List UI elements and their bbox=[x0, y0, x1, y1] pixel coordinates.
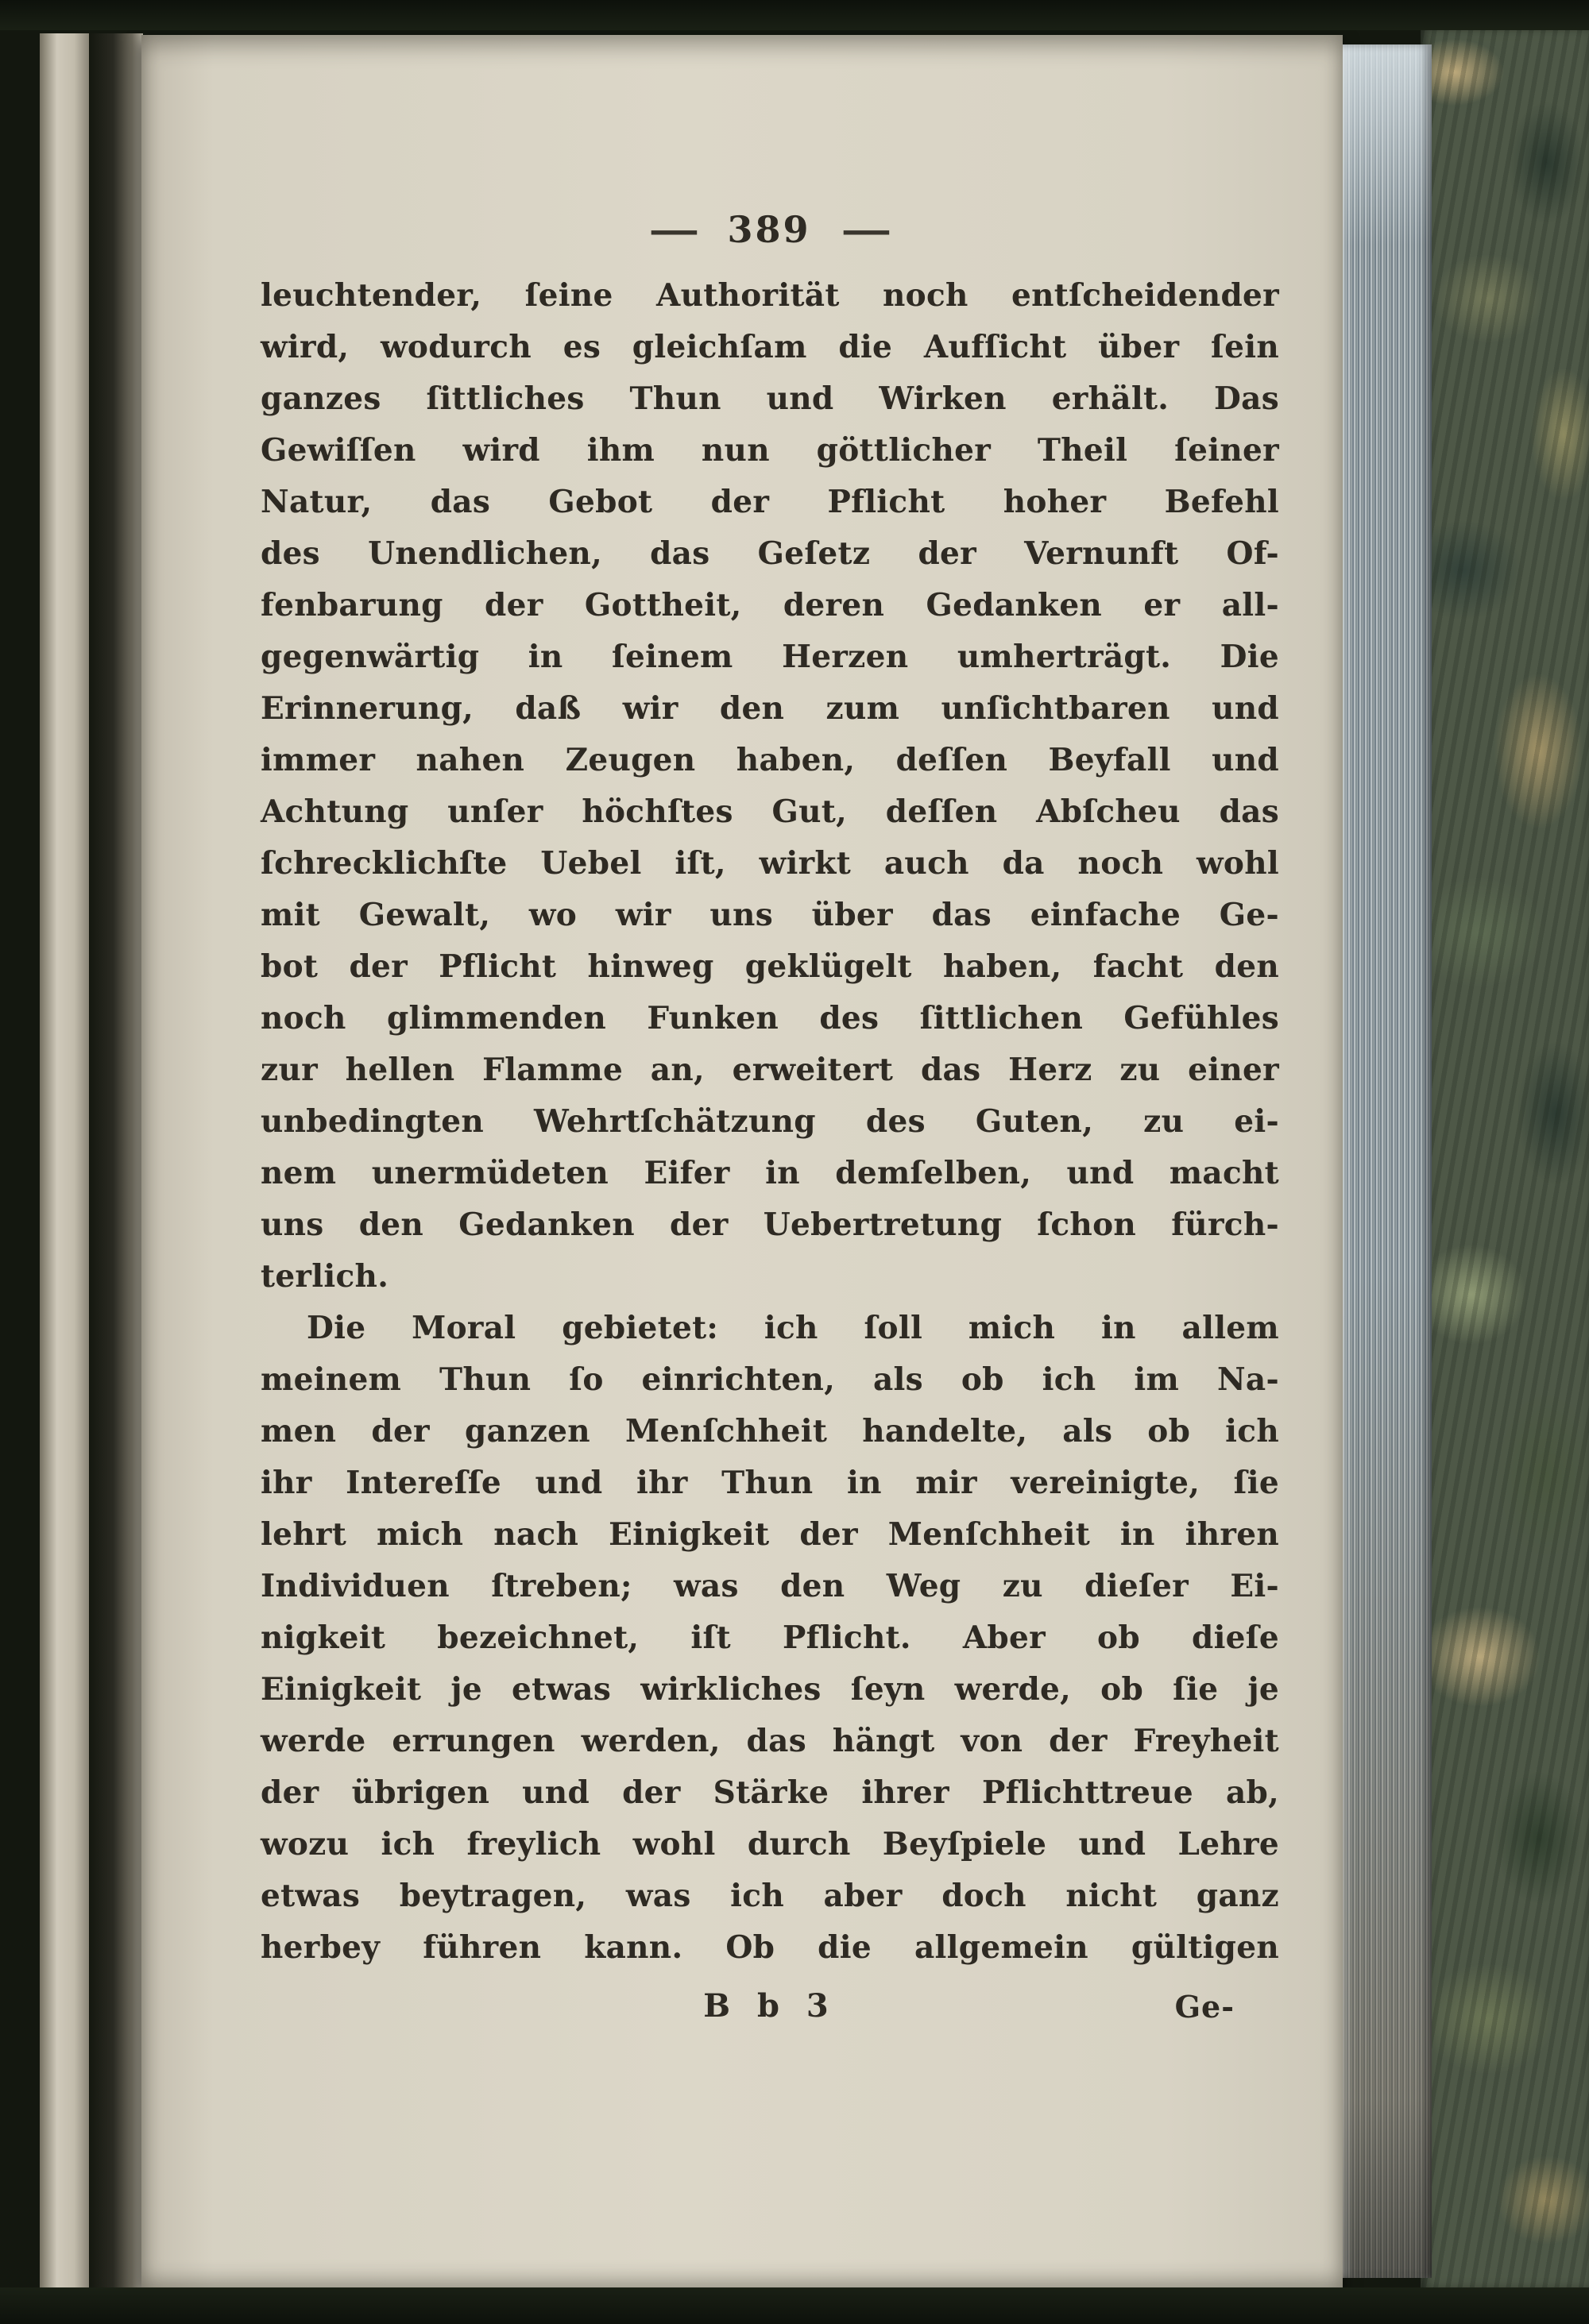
text-line: etwas beytragen, was ich aber doch nicht ganz bbox=[261, 1878, 1279, 1914]
text-line: unbedingten Wehrtſchätzung des Guten, zu ei- bbox=[261, 1103, 1279, 1140]
text-line: wird, wodurch es gleichſam die Aufſicht über ſein bbox=[261, 329, 1279, 365]
text-line: der übrigen und der Stärke ihrer Pflichttreue ab, bbox=[261, 1774, 1279, 1811]
text-line: bot der Pflicht hinweg geklügelt haben, facht den bbox=[261, 948, 1279, 985]
text-line: Individuen ſtreben; was den Weg zu dieſer Ei- bbox=[261, 1568, 1279, 1604]
text-line: uns den Gedanken der Uebertretung ſchon fürch- bbox=[261, 1206, 1279, 1243]
text-line: lehrt mich nach Einigkeit der Menſchheit in ihren bbox=[261, 1516, 1279, 1553]
text-line: Gewiſſen wird ihm nun göttlicher Theil ſeiner bbox=[261, 432, 1279, 469]
text-line: Die Moral gebietet: ich ſoll mich in allem bbox=[307, 1310, 1279, 1346]
text-line: noch glimmenden Funken des ſittlichen Gefühles bbox=[261, 1000, 1279, 1037]
text-line: fenbarung der Gottheit, deren Gedanken er all- bbox=[261, 587, 1279, 623]
text-line: werde errungen werden, das hängt von der Freyheit bbox=[261, 1723, 1279, 1759]
text-line: ſchrecklichſte Uebel iſt, wirkt auch da noch wohl bbox=[261, 845, 1279, 882]
text-line: meinem Thun ſo einrichten, als ob ich im Na- bbox=[261, 1361, 1279, 1398]
signature-mark: B b 3 bbox=[703, 1987, 837, 2025]
page-header bbox=[261, 208, 1278, 251]
cover-board-top bbox=[0, 0, 1589, 30]
text-line: herbey führen kann. Ob die allgemein gültigen bbox=[261, 1929, 1279, 1966]
marbled-fore-edge bbox=[1421, 27, 1589, 2291]
gutter-shadow bbox=[89, 33, 143, 2287]
text-line: des Unendlichen, das Geſetz der Vernunft Of- bbox=[261, 535, 1279, 572]
catchword: Ge- bbox=[1174, 1989, 1235, 2025]
text-line: nem unermüdeten Eifer in demſelben, und macht bbox=[261, 1155, 1279, 1191]
text-line: nigkeit bezeichnet, iſt Pflicht. Aber ob dieſe bbox=[261, 1619, 1279, 1656]
text-line: men der ganzen Menſchheit handelte, als ob ich bbox=[261, 1413, 1279, 1450]
text-line: mit Gewalt, wo wir uns über das einfache Ge- bbox=[261, 897, 1279, 933]
text-line: immer nahen Zeugen haben, deſſen Beyfall und bbox=[261, 742, 1279, 778]
cover-board-bottom bbox=[0, 2287, 1589, 2324]
page-number: 389 bbox=[727, 208, 811, 251]
text-block bbox=[261, 270, 1279, 1974]
text-line: Erinnerung, daß wir den zum unſichtbaren und bbox=[261, 690, 1279, 727]
text-line: gegenwärtig in ſeinem Herzen umherträgt. Die bbox=[261, 639, 1279, 675]
page-edge-stack bbox=[1343, 44, 1432, 2278]
text-line: leuchtender, ſeine Authorität noch entſcheidender bbox=[261, 277, 1279, 314]
text-line: zur hellen Flamme an, erweitert das Herz zu einer bbox=[261, 1052, 1279, 1088]
text-line: ganzes ſittliches Thun und Wirken erhält. Das bbox=[261, 380, 1279, 417]
text-line: Natur, das Gebot der Pflicht hoher Befehl bbox=[261, 484, 1279, 520]
text-line: ihr Intereſſe und ihr Thun in mir vereinigte, ſie bbox=[261, 1465, 1279, 1501]
header-dash-right: — bbox=[840, 208, 890, 251]
text-line: wozu ich freylich wohl durch Beyſpiele und Lehre bbox=[261, 1826, 1279, 1863]
page-footer bbox=[261, 1987, 1279, 2043]
text-line: Einigkeit je etwas wirkliches ſeyn werde, ob ſie je bbox=[261, 1671, 1279, 1708]
header-dash-left: — bbox=[648, 208, 698, 251]
text-line: terlich. bbox=[261, 1258, 389, 1295]
book-page bbox=[141, 35, 1343, 2287]
text-line: Achtung unſer höchſtes Gut, deſſen Abſcheu das bbox=[261, 793, 1279, 830]
facing-page-edge bbox=[40, 33, 89, 2287]
